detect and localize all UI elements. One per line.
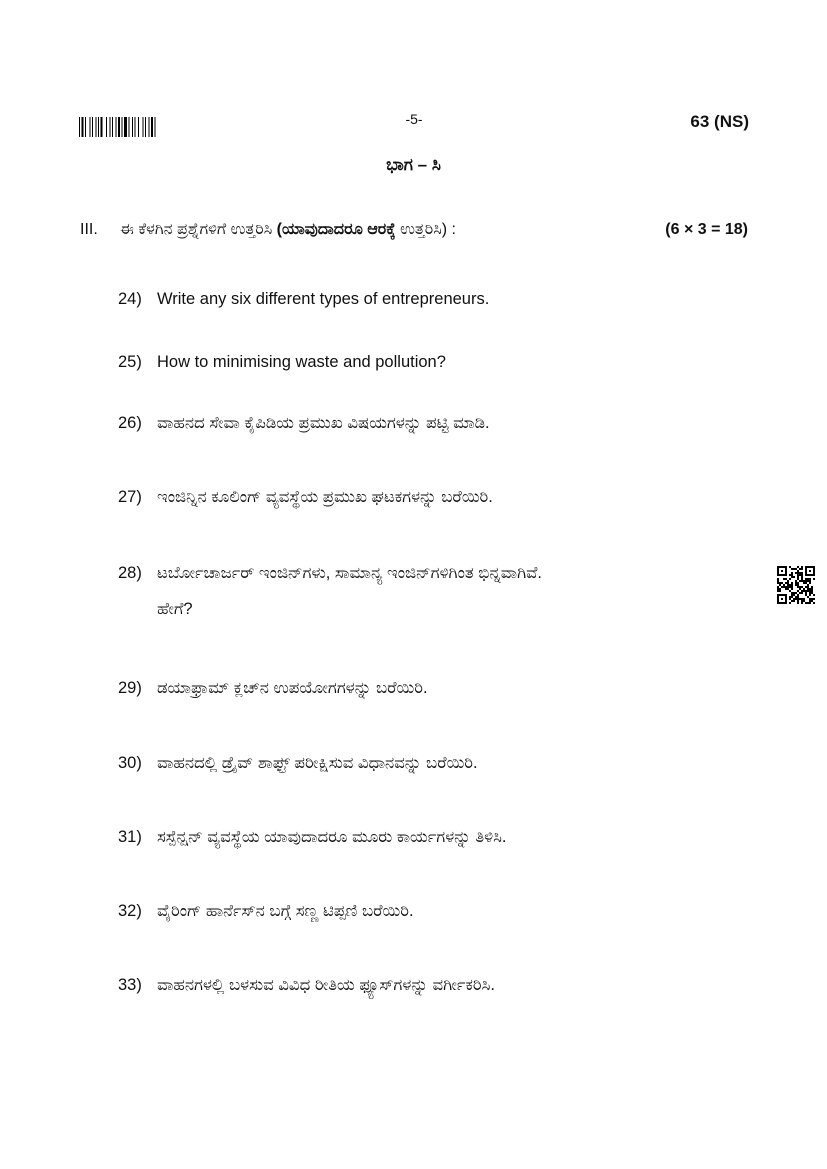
- question-number: 29): [118, 679, 142, 697]
- question-32: [118, 902, 414, 921]
- question-28: [118, 564, 542, 618]
- question-number: 30): [118, 754, 142, 772]
- question-33: [118, 976, 495, 995]
- question-text: ಡಯಾಫ್ರಾಮ್ ಕ್ಲಚ್‌ನ ಉಪಯೋಗಗಳನ್ನು ಬರೆಯಿರಿ.: [157, 679, 428, 697]
- question-25: [118, 353, 446, 372]
- question-number: 27): [118, 488, 142, 506]
- part-title: ಭಾಗ – ಸಿ: [386, 155, 441, 174]
- question-31: [118, 828, 506, 847]
- section-instruction-row: [80, 221, 748, 245]
- instruction-bold-text: (ಯಾವುದಾದರೂ ಆರಕ್ಕೆ: [276, 221, 396, 238]
- question-26: [118, 414, 490, 433]
- question-number: 25): [118, 353, 142, 371]
- question-text: ಟರ್ಬೋಚಾರ್ಜರ್ ಇಂಜಿನ್‌ಗಳು, ಸಾಮಾನ್ಯ ಇಂಜಿನ್‌ಗಳಿಗಿಂತ ಭಿನ್ನವಾಗಿವೆ.: [157, 564, 542, 582]
- instruction-end-text: ಉತ್ತರಿಸಿ) :: [400, 221, 456, 238]
- question-number: 31): [118, 828, 142, 846]
- barcode-icon: [79, 117, 193, 137]
- question-number: 28): [118, 564, 142, 582]
- question-text: How to minimising waste and pollution?: [157, 353, 446, 371]
- qr-code-icon: [777, 566, 815, 604]
- question-number: 33): [118, 976, 142, 994]
- question-29: [118, 679, 428, 698]
- question-text: ವಾಹನದಲ್ಲಿ ಡ್ರೈವ್ ಶಾಫ್ಟ್ ಪರೀಕ್ಷಿಸುವ ವಿಧಾನವನ್ನು ಬರೆಯಿರಿ.: [157, 754, 478, 772]
- page-number: -5-: [405, 111, 423, 127]
- instruction-text: ಈ ಕೆಳಗಿನ ಪ್ರಶ್ನೆಗಳಿಗೆ ಉತ್ತರಿಸಿ: [120, 221, 273, 238]
- question-number: 24): [118, 290, 142, 308]
- section-roman-numeral: III.: [80, 221, 98, 238]
- question-text: ವೈರಿಂಗ್ ಹಾರ್ನೆಸ್‌ನ ಬಗ್ಗೆ ಸಣ್ಣ ಟಿಪ್ಪಣಿ ಬರೆಯಿರಿ.: [157, 902, 414, 920]
- question-27: [118, 488, 493, 507]
- question-number: 26): [118, 414, 142, 432]
- question-continuation: ಹೇಗೆ?: [157, 600, 193, 618]
- question-text: ಇಂಜಿನ್ನಿನ ಕೂಲಿಂಗ್ ವ್ಯವಸ್ಥೆಯ ಪ್ರಮುಖ ಘಟಕಗಳನ್ನು ಬರೆಯಿರಿ.: [157, 488, 493, 506]
- paper-code: 63 (NS): [690, 112, 749, 131]
- question-text: ಸಸ್ಪೆನ್ಷನ್ ವ್ಯವಸ್ಥೆಯ ಯಾವುದಾದರೂ ಮೂರು ಕಾರ್ಯಗಳನ್ನು ತಿಳಿಸಿ.: [157, 828, 507, 846]
- section-instruction: [120, 221, 456, 239]
- question-text: Write any six different types of entrepreneurs.: [157, 290, 490, 308]
- question-text: ವಾಹನಗಳಲ್ಲಿ ಬಳಸುವ ವಿವಿಧ ರೀತಿಯ ಫ್ಯೂಸ್‌ಗಳನ್ನು ವರ್ಗೀಕರಿಸಿ.: [157, 976, 495, 994]
- question-30: [118, 754, 478, 773]
- question-text: ವಾಹನದ ಸೇವಾ ಕೈಪಿಡಿಯ ಪ್ರಮುಖ ವಿಷಯಗಳನ್ನು ಪಟ್ಟಿ ಮಾಡಿ.: [157, 414, 490, 432]
- question-24: [118, 290, 489, 309]
- section-marks: (6 × 3 = 18): [665, 221, 748, 238]
- question-number: 32): [118, 902, 142, 920]
